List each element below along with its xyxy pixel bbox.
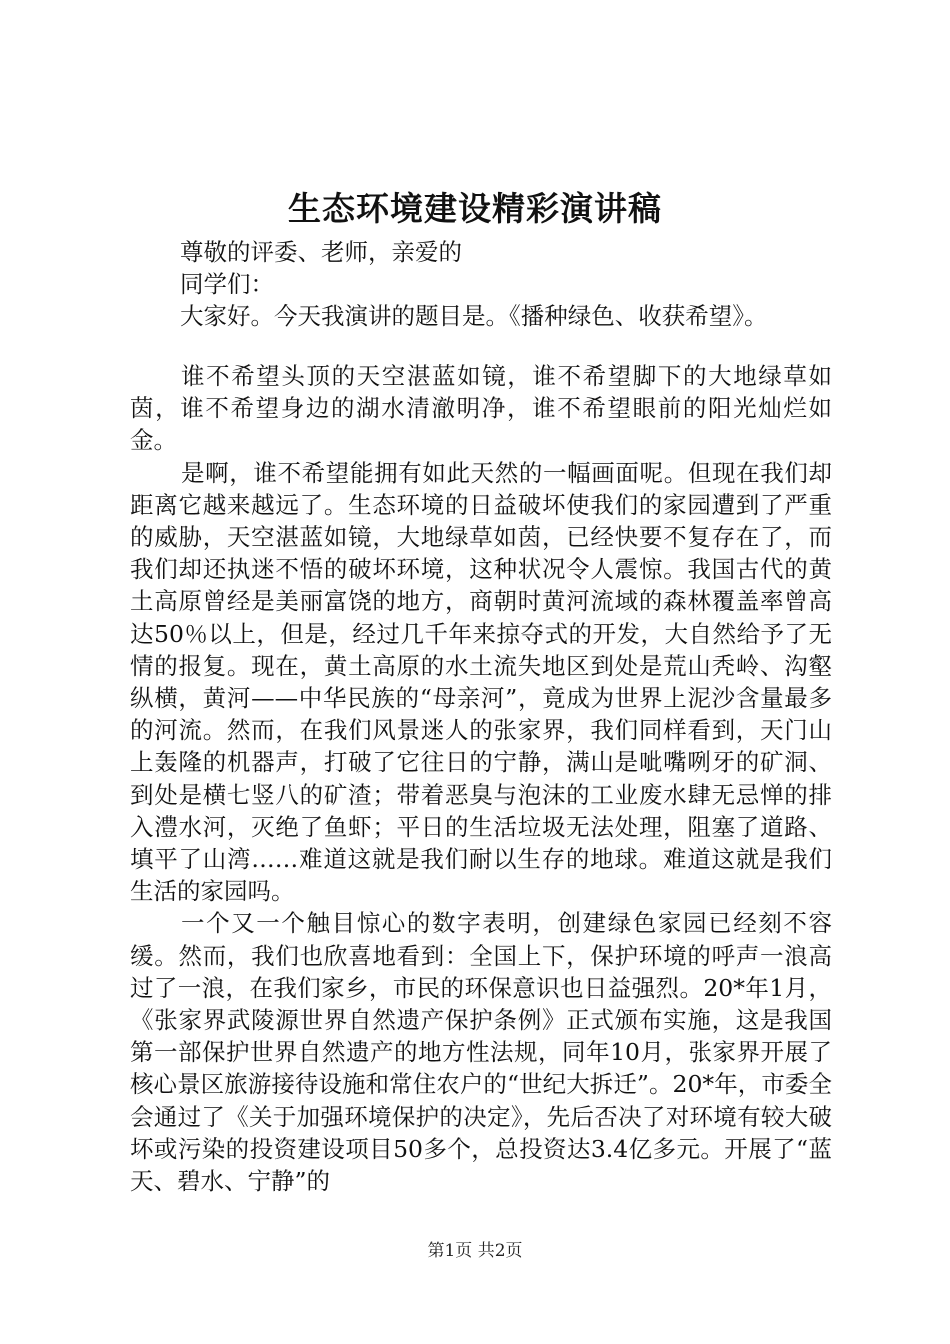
paragraph: 是啊，谁不希望能拥有如此天然的一幅画面呢。但现在我们却距离它越来越远了。生态环境的日益破坏使我们的家园遭到了严重的威胁，天空湛蓝如镜，大地绿草如茵，已经快要不复存在了，而我们却还执迷不悟的破坏环境，这种状况令人震惊。我国古代的黄土高原曾经是美丽富饶的地方，商朝时黄河流域的森林覆盖率曾高达50％以上，但是，经过几千年来掠夺式的开发，大自然给予了无情的报复。现在，黄土高原的水土流失地区到处是荒山秃岭、沟壑纵横，黄河——中华民族的“母亲河”，竟成为世界上泥沙含量最多的河流。然而，在我们风景迷人的张家界，我们同样看到，天门山上轰隆的机器声，打破了它往日的宁静，满山是呲嘴咧牙的矿洞、到处是横七竖八的矿渣；带着恶臭与泡沫的工业废水肆无忌惮的排入澧水河，灭绝了鱼虾；平日的生活垃圾无法处理，阻塞了道路、填平了山湾……难道这就是我们耐以生存的地球。难道这就是我们生活的家园吗。	[130, 458, 832, 906]
paragraph: 一个又一个触目惊心的数字表明，创建绿色家园已经刻不容缓。然而，我们也欣喜地看到：全国上下，保护环境的呼声一浪高过了一浪，在我们家乡，市民的环保意识也日益强烈。20*年1月，《张家界武陵源世界自然遗产保护条例》正式颁布实施，这是我国第一部保护世界自然遗产的地方性法规，同年10月，张家界开展了核心景区旅游接待设施和常住农户的“世纪大拆迁”。20*年，市委全会通过了《关于加强环境保护的决定》，先后否决了对环境有较大破坏或污染的投资建设项目50多个，总投资达3.4亿多元。开展了“蓝天、碧水、宁静”的	[130, 909, 832, 1196]
salutation-line-1: 尊敬的评委、老师，亲爱的	[180, 238, 462, 266]
intro-line: 大家好。今天我演讲的题目是。《播种绿色、收获希望》。	[180, 302, 768, 330]
document-title: 生态环境建设精彩演讲稿	[288, 189, 662, 228]
document-body	[130, 360, 832, 1197]
salutation-line-2: 同学们：	[180, 270, 274, 298]
paragraph: 谁不希望头顶的天空湛蓝如镜，谁不希望脚下的大地绿草如茵，谁不希望身边的湖水清澈明净，谁不希望眼前的阳光灿烂如金。	[130, 362, 832, 455]
page-footer: 第1页 共2页	[427, 1241, 523, 1261]
